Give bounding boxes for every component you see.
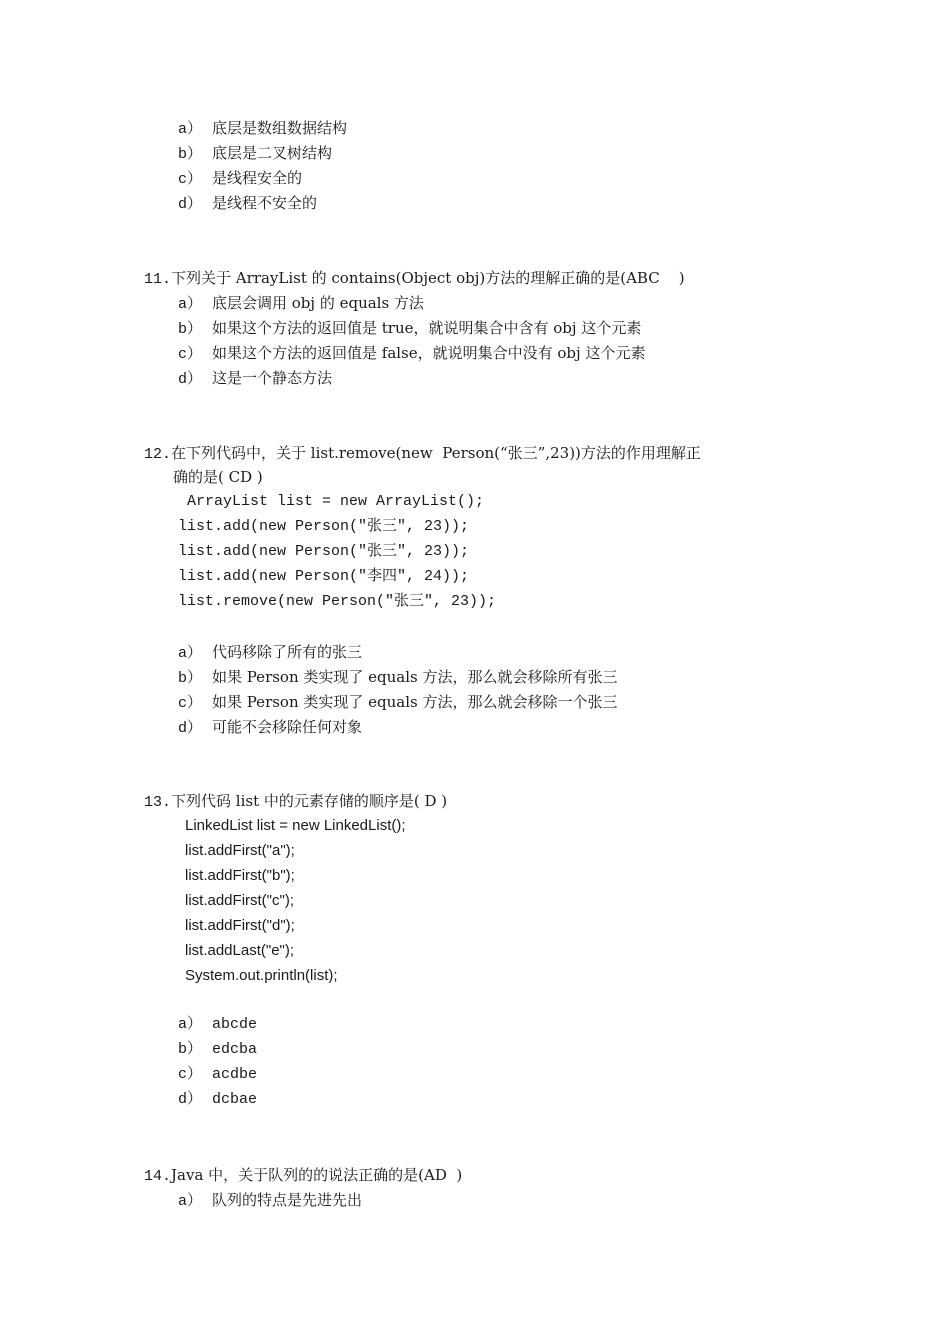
option-text: 是线程不安全的 (212, 194, 318, 212)
option-text: 队列的特点是先进先出 (212, 1191, 363, 1209)
option-text: 代码移除了所有的张三 (212, 643, 363, 661)
q13-code-line: list.addFirst("c"); (185, 892, 294, 909)
option-text: 这是一个静态方法 (212, 369, 333, 387)
q11-option-a (178, 293, 424, 315)
q13-code-line: list.addFirst("a"); (185, 842, 295, 859)
q11-option-d (178, 368, 332, 390)
option-key: a） (178, 296, 203, 313)
option-text: 底层是数组数据结构 (212, 119, 348, 137)
option-text: 如果这个方法的返回值是 true，就说明集合中含有 obj 这个元素 (212, 319, 642, 337)
option-key: d） (178, 196, 203, 213)
option-text: 底层会调用 obj 的 equals 方法 (212, 294, 424, 312)
question-number: 13. (144, 794, 172, 811)
q12-option-d (178, 717, 362, 739)
option-key: d） (178, 720, 203, 737)
q10-option-b (178, 143, 332, 165)
q13-code-line: list.addFirst("d"); (185, 917, 295, 934)
option-key: b） (178, 670, 203, 687)
option-key: c） (178, 695, 203, 712)
option-key: a） (178, 1193, 203, 1210)
q11-option-b (178, 318, 641, 340)
option-key: a） (178, 1016, 203, 1033)
option-text: 如果 Person 类实现了 equals 方法，那么就会移除所有张三 (212, 668, 618, 686)
q12-code-line: list.add(new Person("张三", 23)); (178, 543, 470, 560)
q12-code-line: ArrayList list = new ArrayList(); (178, 493, 485, 510)
option-text: dcbae (212, 1091, 258, 1108)
q12-code-line: list.add(new Person("张三", 23)); (178, 518, 470, 535)
question-number: 14. (144, 1168, 172, 1185)
q10-option-a (178, 118, 347, 140)
q13-option-b (178, 1040, 257, 1060)
question-text: 在下列代码中，关于 list.remove(new Person(“张三”,23))方法的作用理解正 (171, 444, 701, 462)
question-text: 下列关于 ArrayList 的 contains(Object obj)方法的理解正确的是(ABC ) (171, 269, 685, 287)
question-number: 11. (144, 271, 172, 288)
q13-option-a (178, 1015, 257, 1035)
q14-option-a (178, 1190, 362, 1212)
option-key: d） (178, 371, 203, 388)
option-key: a） (178, 645, 203, 662)
option-key: c） (178, 346, 203, 363)
q12-stem (144, 443, 701, 465)
option-text: 是线程安全的 (212, 169, 303, 187)
q13-code-line: list.addFirst("b"); (185, 867, 295, 884)
option-text: 可能不会移除任何对象 (212, 718, 363, 736)
option-text: abcde (212, 1016, 258, 1033)
q12-option-b (178, 667, 618, 689)
option-key: b） (178, 321, 203, 338)
option-text: edcba (212, 1041, 258, 1058)
option-text: acdbe (212, 1066, 258, 1083)
option-key: a） (178, 121, 203, 138)
option-key: c） (178, 1066, 203, 1083)
q13-option-c (178, 1065, 257, 1085)
option-key: c） (178, 171, 203, 188)
option-key: b） (178, 1041, 203, 1058)
q13-stem (144, 791, 447, 813)
q12-option-a (178, 642, 362, 664)
q10-option-c (178, 168, 302, 190)
option-text: 如果这个方法的返回值是 false，就说明集合中没有 obj 这个元素 (212, 344, 646, 362)
option-key: b） (178, 146, 203, 163)
option-text: 如果 Person 类实现了 equals 方法，那么就会移除一个张三 (212, 693, 618, 711)
q12-code-line: list.add(new Person("李四", 24)); (178, 568, 470, 585)
q12-stem-cont: 确的是( CD ) (173, 468, 263, 486)
q13-code-line: list.addLast("e"); (185, 942, 295, 959)
q12-code-line: list.remove(new Person("张三", 23)); (178, 593, 497, 610)
option-text: 底层是二叉树结构 (212, 144, 333, 162)
q11-stem (144, 268, 685, 290)
q11-option-c (178, 343, 645, 365)
q12-option-c (178, 692, 618, 714)
q14-stem (144, 1165, 462, 1187)
question-text: Java 中，关于队列的的说法正确的是(AD ) (171, 1166, 463, 1184)
q13-code-line: LinkedList list = new LinkedList(); (185, 817, 406, 834)
question-text: 下列代码 list 中的元素存储的顺序是( D ) (171, 792, 448, 810)
question-number: 12. (144, 446, 172, 463)
q10-option-d (178, 193, 317, 215)
q13-code-line: System.out.println(list); (185, 967, 338, 984)
q13-option-d (178, 1090, 257, 1110)
option-key: d） (178, 1091, 203, 1108)
